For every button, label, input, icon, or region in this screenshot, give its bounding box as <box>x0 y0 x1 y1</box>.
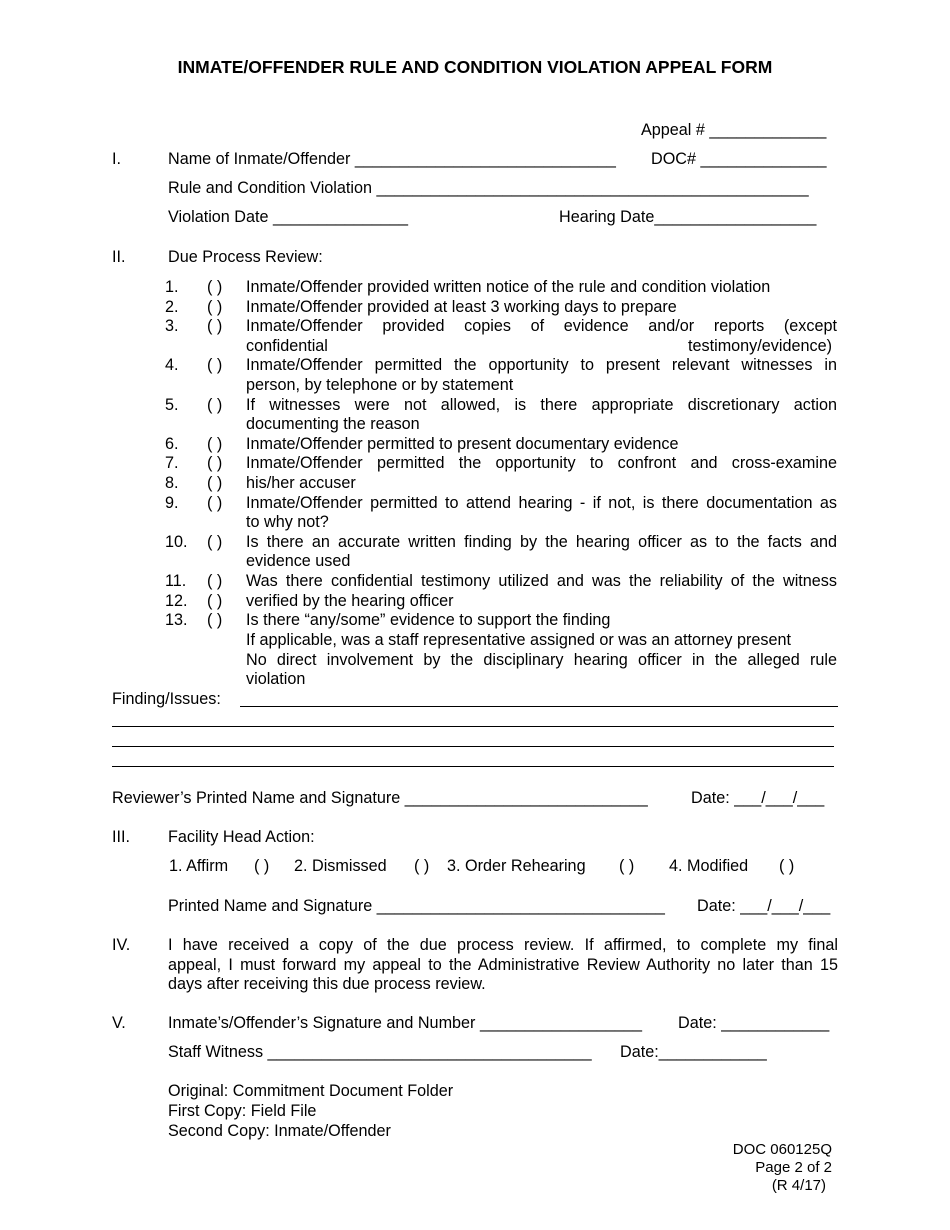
option-affirm-label: 1. Affirm <box>169 857 229 875</box>
findings-line[interactable] <box>240 706 838 707</box>
review-item-number: 8. <box>165 474 179 492</box>
review-extra-text: No direct involvement by the disciplinary hearing officer in the alleged rule <box>246 651 837 669</box>
option-modified-checkbox[interactable]: ( ) <box>779 857 795 875</box>
option-modified-label: 4. Modified <box>669 857 749 875</box>
review-item-text: Inmate/Offender permitted to attend hearing - if not, is there documentation as <box>246 494 837 512</box>
section-2-roman: II. <box>112 248 126 266</box>
review-item-text: Inmate/Offender permitted the opportunity to confront and cross-examine <box>246 454 837 472</box>
review-item-text-cont: evidence used <box>246 552 351 570</box>
form-title: INMATE/OFFENDER RULE AND CONDITION VIOLATION APPEAL FORM <box>177 57 773 77</box>
review-item-checkbox[interactable]: ( ) <box>207 396 223 414</box>
review-extra-text-cont: violation <box>246 670 306 688</box>
doc-number-field[interactable]: DOC# ______________ <box>651 150 827 168</box>
section-2-heading: Due Process Review: <box>168 248 323 266</box>
review-item-checkbox[interactable]: ( ) <box>207 435 223 453</box>
review-item-text: Inmate/Offender provided written notice of the rule and condition violation <box>246 278 771 296</box>
review-item-number: 9. <box>165 494 179 512</box>
distribution-original: Original: Commitment Document Folder <box>168 1082 454 1100</box>
review-extra-text: If applicable, was a staff representative assigned or was an attorney present <box>246 631 791 649</box>
review-item-checkbox[interactable]: ( ) <box>207 592 223 610</box>
acknowledgement-text: I have received a copy of the due process review. If affirmed, to complete my final <box>168 936 838 954</box>
inmate-signature-field[interactable]: Inmate’s/Offender’s Signature and Number __________________ <box>168 1014 642 1032</box>
footer-revision: (R 4/17) <box>771 1177 826 1194</box>
review-item-number: 6. <box>165 435 179 453</box>
distribution-second-copy: Second Copy: Inmate/Offender <box>168 1122 391 1140</box>
review-item-checkbox[interactable]: ( ) <box>207 474 223 492</box>
hearing-date-field[interactable]: Hearing Date__________________ <box>559 208 817 226</box>
review-item-checkbox[interactable]: ( ) <box>207 611 223 629</box>
reviewer-signature-field[interactable]: Reviewer’s Printed Name and Signature ___________________________ <box>112 789 648 807</box>
acknowledgement-text: days after receiving this due process review. <box>168 975 486 993</box>
option-affirm-checkbox[interactable]: ( ) <box>254 857 270 875</box>
violation-date-field[interactable]: Violation Date _______________ <box>168 208 409 226</box>
option-dismissed-checkbox[interactable]: ( ) <box>414 857 430 875</box>
review-item-text: Is there an accurate written finding by the hearing officer as to the facts and <box>246 533 837 551</box>
option-rehearing-label: 3. Order Rehearing <box>447 857 586 875</box>
review-item-checkbox[interactable]: ( ) <box>207 356 223 374</box>
option-dismissed-label: 2. Dismissed <box>294 857 387 875</box>
findings-label: Finding/Issues: <box>112 690 221 708</box>
review-item-number: 7. <box>165 454 179 472</box>
review-item-checkbox[interactable]: ( ) <box>207 572 223 590</box>
review-item-text-cont: person, by telephone or by statement <box>246 376 514 394</box>
appeal-number-field[interactable]: Appeal # _____________ <box>641 121 827 139</box>
review-item-checkbox[interactable]: ( ) <box>207 494 223 512</box>
review-item-checkbox[interactable]: ( ) <box>207 298 223 316</box>
review-item-text: Inmate/Offender permitted the opportunity to present relevant witnesses in <box>246 356 837 374</box>
section-1-roman: I. <box>112 150 121 168</box>
findings-line[interactable] <box>112 766 834 767</box>
facility-head-signature-field[interactable]: Printed Name and Signature ________________________________ <box>168 897 665 915</box>
staff-witness-field[interactable]: Staff Witness ____________________________________ <box>168 1043 592 1061</box>
review-item-number: 3. <box>165 317 179 335</box>
review-item-number: 13. <box>165 611 188 629</box>
review-item-text: Inmate/Offender provided copies of evidence and/or reports (except <box>246 317 837 335</box>
option-rehearing-checkbox[interactable]: ( ) <box>619 857 635 875</box>
review-item-text: his/her accuser <box>246 474 356 492</box>
footer-page-number: Page 2 of 2 <box>755 1159 832 1176</box>
review-item-checkbox[interactable]: ( ) <box>207 278 223 296</box>
review-item-checkbox[interactable]: ( ) <box>207 317 223 335</box>
review-item-text: If witnesses were not allowed, is there appropriate discretionary action <box>246 396 837 414</box>
review-item-text: Inmate/Offender provided at least 3 working days to prepare <box>246 298 677 316</box>
review-item-text-cont: testimony/evidence) <box>688 337 832 355</box>
section-5-roman: V. <box>112 1014 126 1032</box>
review-item-number: 5. <box>165 396 179 414</box>
review-item-number: 2. <box>165 298 179 316</box>
reviewer-date-field[interactable]: Date: ___/___/___ <box>691 789 825 807</box>
witness-date-field[interactable]: Date:____________ <box>620 1043 767 1061</box>
section-3-roman: III. <box>112 828 130 846</box>
review-item-text: Was there confidential testimony utilized and was the reliability of the witness <box>246 572 837 590</box>
review-item-checkbox[interactable]: ( ) <box>207 533 223 551</box>
rule-violation-field[interactable]: Rule and Condition Violation ________________________________________________ <box>168 179 809 197</box>
inmate-date-field[interactable]: Date: ____________ <box>678 1014 830 1032</box>
acknowledgement-text: appeal, I must forward my appeal to the Administrative Review Authority no later than 15 <box>168 956 838 974</box>
review-item-text: verified by the hearing officer <box>246 592 454 610</box>
footer-doc-number: DOC 060125Q <box>732 1141 832 1158</box>
review-item-number: 4. <box>165 356 179 374</box>
facility-head-date-field[interactable]: Date: ___/___/___ <box>697 897 831 915</box>
section-4-roman: IV. <box>112 936 131 954</box>
section-3-heading: Facility Head Action: <box>168 828 315 846</box>
findings-line[interactable] <box>112 746 834 747</box>
review-item-number: 1. <box>165 278 179 296</box>
findings-line[interactable] <box>112 726 834 727</box>
review-item-checkbox[interactable]: ( ) <box>207 454 223 472</box>
distribution-first-copy: First Copy: Field File <box>168 1102 317 1120</box>
review-item-text-cont: confidential <box>246 337 328 355</box>
review-item-number: 11. <box>165 572 187 590</box>
review-item-text: Inmate/Offender permitted to present documentary evidence <box>246 435 679 453</box>
review-item-text-cont: documenting the reason <box>246 415 420 433</box>
review-item-text-cont: to why not? <box>246 513 329 531</box>
review-item-text: Is there “any/some” evidence to support the finding <box>246 611 611 629</box>
review-item-number: 10. <box>165 533 188 551</box>
inmate-name-field[interactable]: Name of Inmate/Offender _____________________________ <box>168 150 616 168</box>
review-item-number: 12. <box>165 592 188 610</box>
